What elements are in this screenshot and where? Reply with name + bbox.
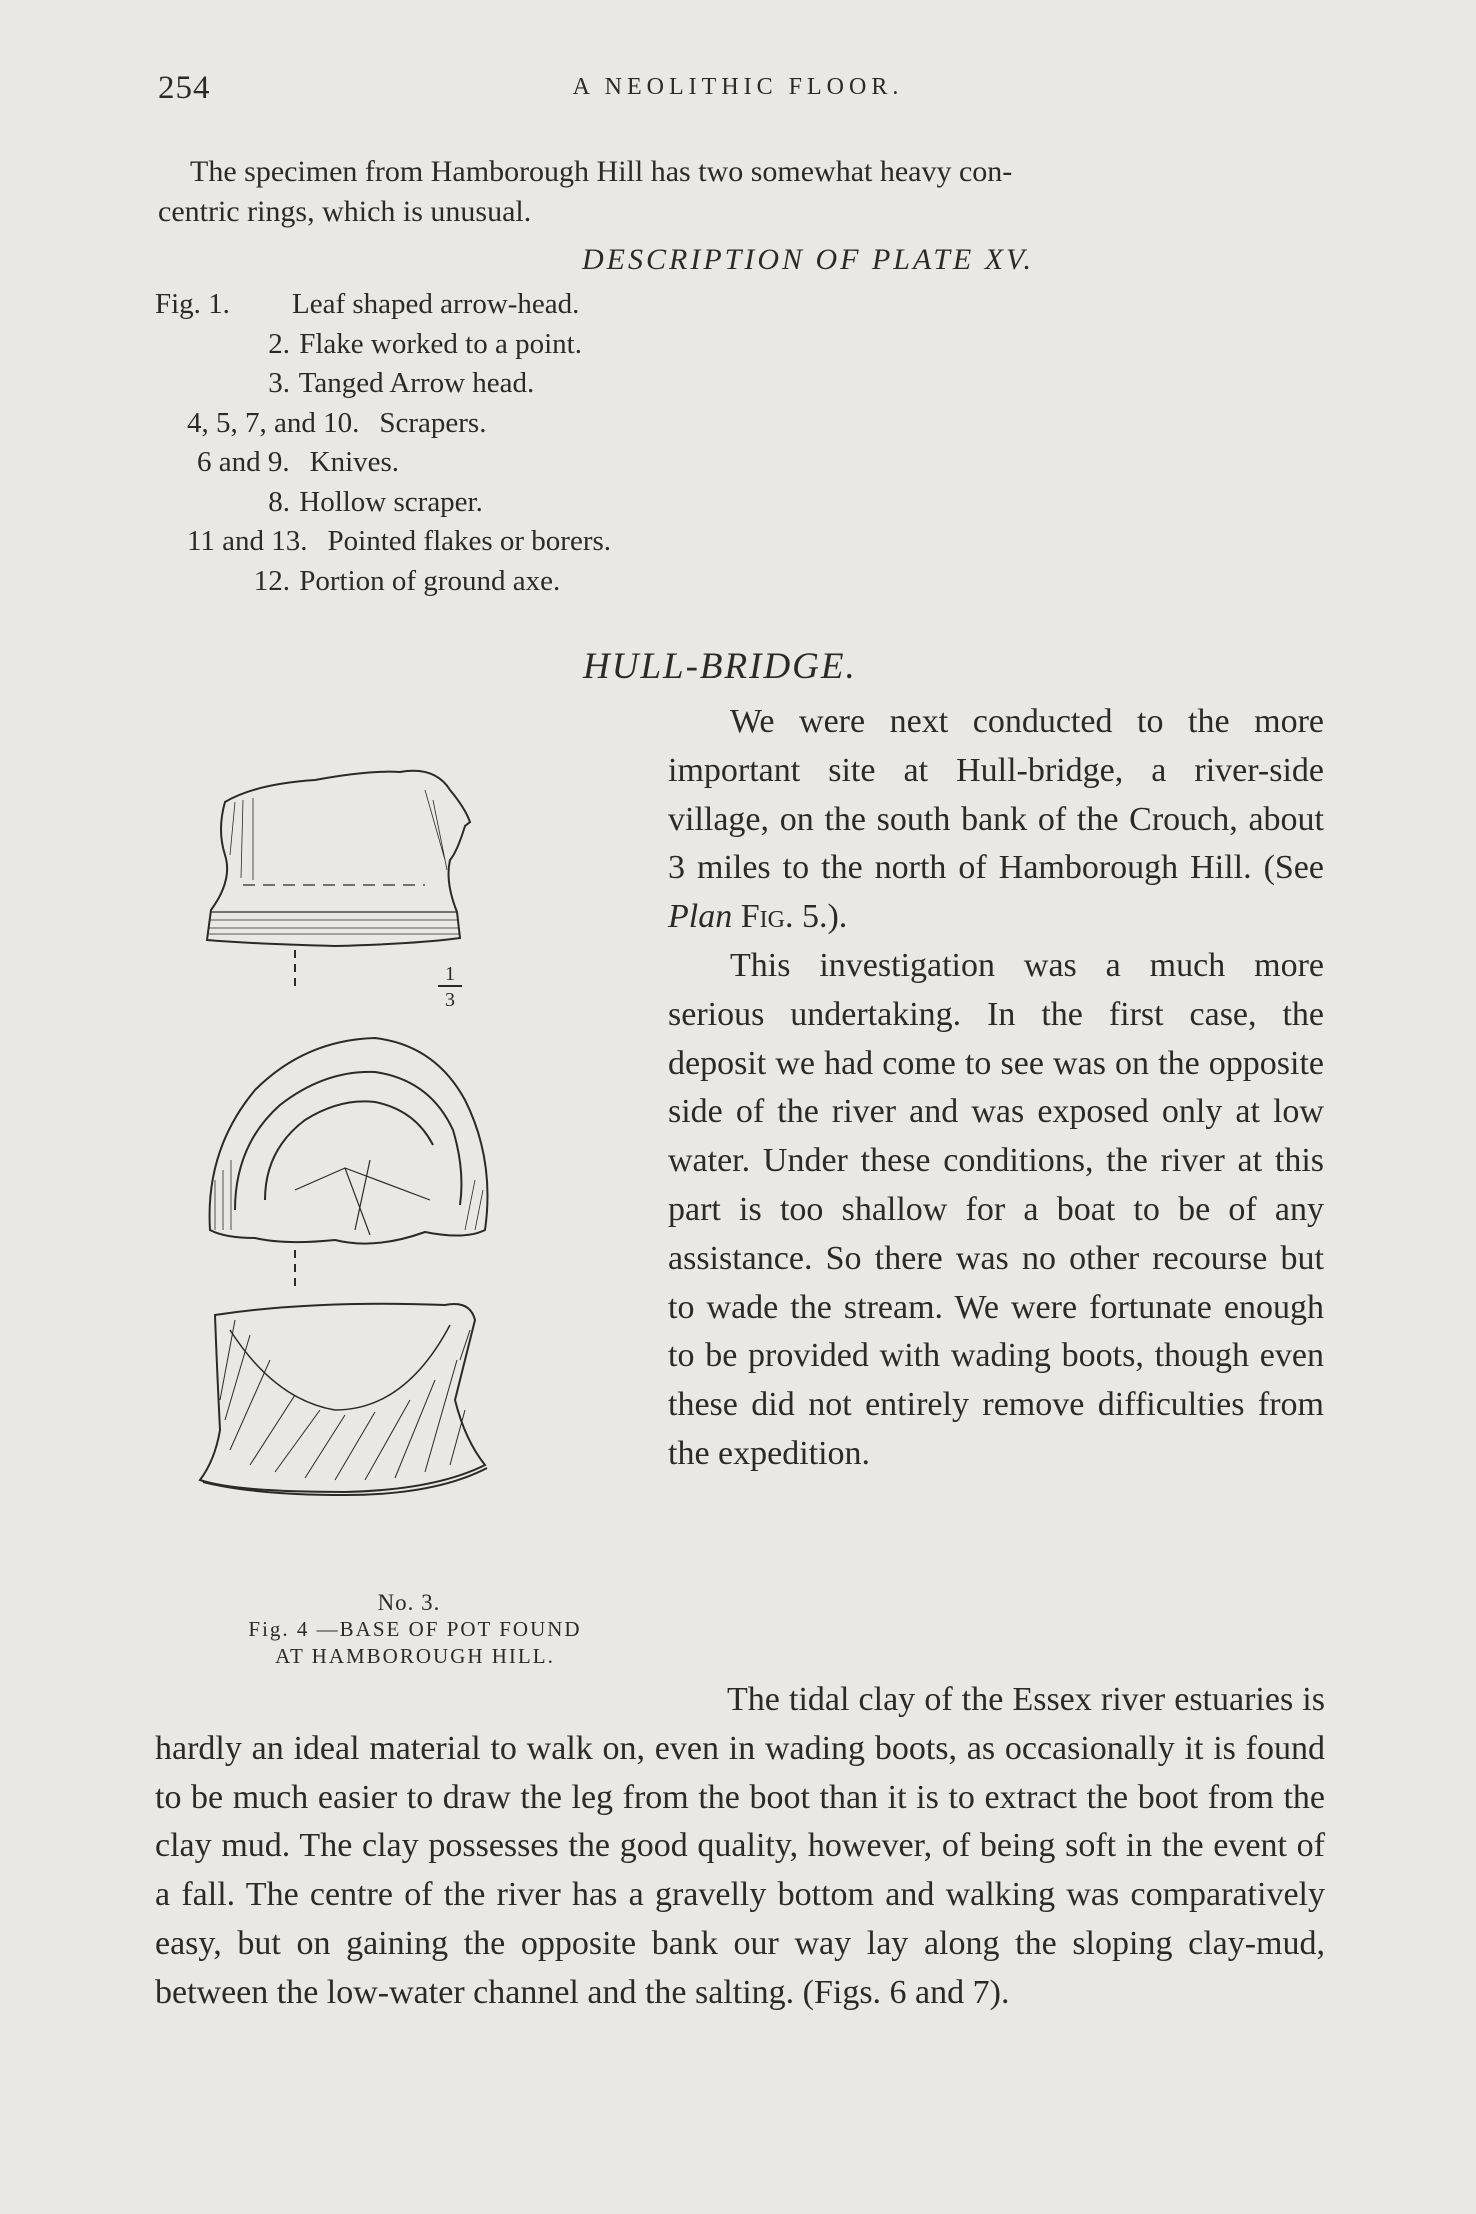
full-width-text (155, 1676, 1325, 2018)
list-item (155, 562, 611, 602)
pot-base-illustration (195, 760, 625, 1600)
pot-side-view (207, 771, 470, 946)
intro-line-1: The specimen from Hamborough Hill has two somewhat heavy con- (190, 155, 1013, 188)
caption-line-1: Fig. 4 —BASE OF POT FOUND (248, 1617, 582, 1641)
pot-top-view (210, 1038, 488, 1244)
page-header (155, 70, 1321, 110)
intro-line-2: centric rings, which is unusual. (158, 195, 532, 228)
figure-number: Fig. 1. (155, 288, 230, 320)
figure-number: 2. (268, 327, 290, 360)
figure-description: Flake worked to a point. (299, 327, 582, 360)
figure-number: 6 and 9. (197, 446, 290, 478)
pot-section-view (200, 1304, 487, 1495)
figure-description: Hollow scraper. (299, 485, 483, 518)
section-title: HULL-BRIDGE. (583, 646, 857, 687)
caption-line-2: AT HAMBOROUGH HILL. (275, 1644, 555, 1668)
figure-number: 12. (253, 564, 290, 597)
list-item (155, 443, 611, 483)
plate-description-title: DESCRIPTION OF PLATE XV. (582, 243, 1034, 276)
figure-description: Pointed flakes or borers. (327, 525, 612, 557)
paragraph-1-text: We were next conducted to the more important site at Hull-bridge, a river-side village, on the south bank of the Crouch, about 3 miles to the north of Hamborough Hill. (See (668, 703, 1324, 887)
figure-number: 11 and 13. (187, 525, 308, 557)
scale-numerator: 1 (445, 963, 455, 985)
figure-caption (195, 1590, 635, 1670)
figure-number: 3. (268, 367, 290, 399)
scale-denominator: 3 (445, 989, 455, 1011)
figure-number: 4, 5, 7, and 10. (187, 406, 360, 439)
paragraph-1 (668, 698, 1324, 942)
figure-description: Knives. (309, 446, 400, 478)
text-column (668, 698, 1324, 1479)
paragraph-3: The tidal clay of the Essex river estuaries is hardly an ideal material to walk on, even in wading boots, as occasionally it is found to be much easier to draw the leg from the boot than it is to extract the boot from the clay mud. The clay possesses the good quality, however, of being soft in the event of a fall. The centre of the river has a gravelly bottom and walking was comparatively easy, but on gaining the opposite bank our way lay along the sloping clay-mud, between the low-water channel and the salting. (Figs. 6 and 7). (155, 1681, 1325, 2011)
list-item (155, 404, 611, 444)
figure-description: Portion of ground axe. (299, 564, 561, 597)
list-item (155, 364, 611, 404)
running-title: A NEOLITHIC FLOOR. (572, 74, 904, 100)
figure-reference: Fig. 5.). (740, 898, 848, 936)
intro-paragraph (158, 152, 1320, 232)
list-item (155, 483, 611, 523)
page-number: 254 (158, 70, 211, 106)
figure-description: Scrapers. (379, 406, 487, 439)
list-item (155, 285, 611, 325)
plan-reference: Plan (668, 898, 733, 936)
plate-figure-list (155, 285, 611, 601)
figure-number: 8. (268, 485, 290, 518)
paragraph-2: This investigation was a much more serious undertaking. In the first case, the deposit we had come to see was on the opposite side of the river and was exposed only at low water. Under these conditions, the river at this part is too shallow for a boat to be of any assistance. So there was no other recourse but to wade the stream. We were fortunate enough to be provided with wading boots, though even these did not entirely remove difficulties from the expedition. (668, 946, 1324, 1472)
caption-number: No. 3. (377, 1590, 441, 1615)
figure-description: Tanged Arrow head. (298, 367, 535, 399)
list-item (155, 522, 611, 562)
list-item (155, 325, 611, 365)
figure-description: Leaf shaped arrow-head. (292, 288, 580, 320)
